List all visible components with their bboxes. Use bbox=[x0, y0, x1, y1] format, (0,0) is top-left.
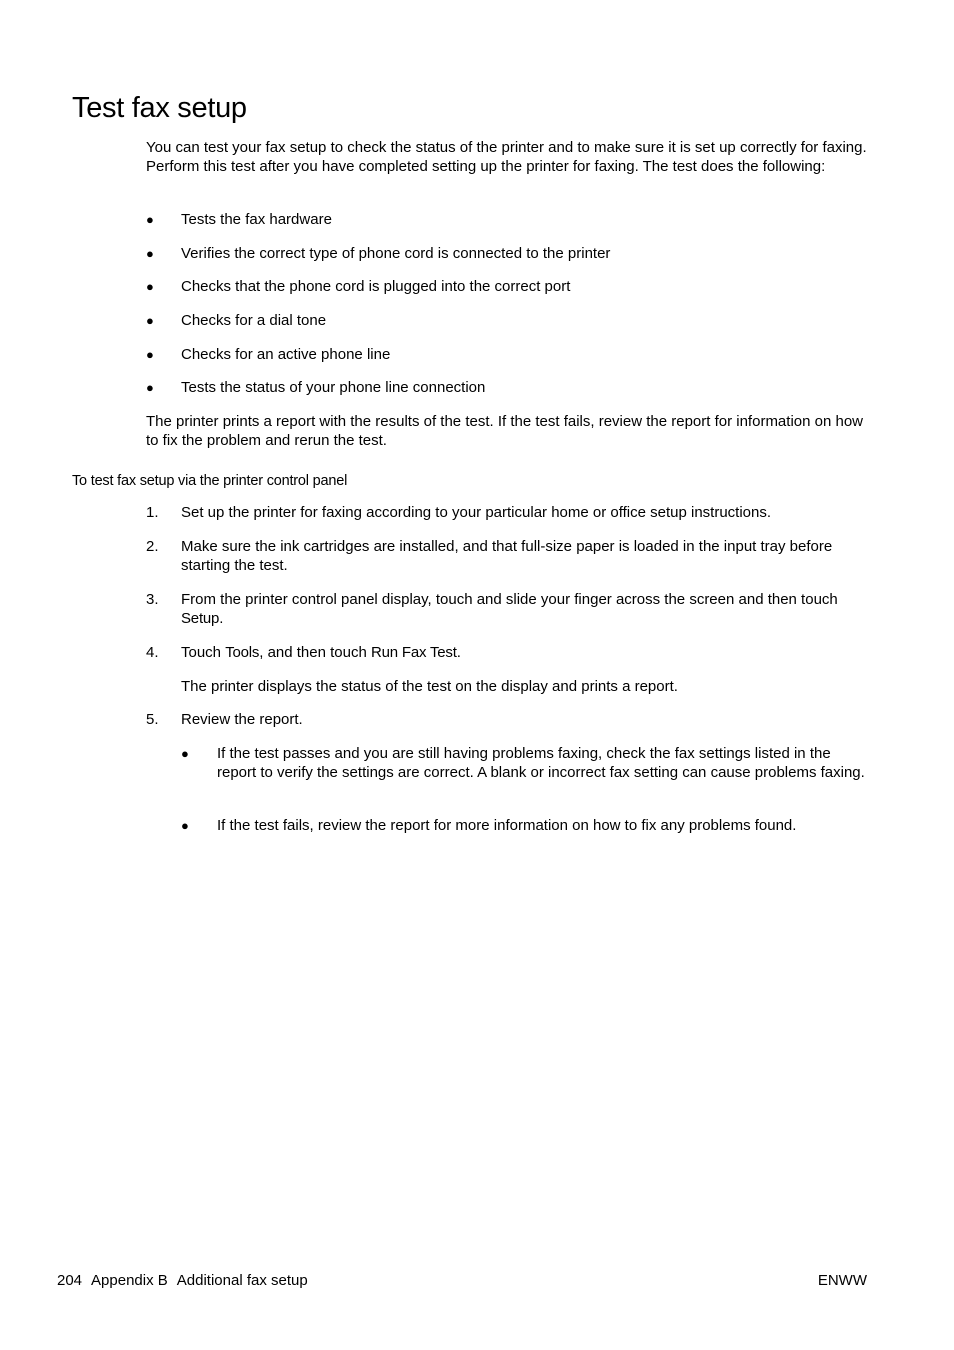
bullet-icon: ● bbox=[181, 818, 189, 833]
step-text-part: From the printer control panel display, touch and slide your finger across the screen and then touch bbox=[181, 591, 838, 608]
list-item-text: Verifies the correct type of phone cord is connected to the printer bbox=[181, 245, 611, 262]
step-note-text: The printer displays the status of the test on the display and prints a report. bbox=[181, 678, 678, 695]
list-item-text: Checks for a dial tone bbox=[181, 312, 327, 329]
step-text-part: . bbox=[456, 644, 461, 661]
tools-term: Tools bbox=[225, 644, 260, 661]
run-fax-test-term: Run Fax Test bbox=[371, 644, 457, 661]
step-text-part: , and then touch bbox=[259, 644, 371, 661]
step-text-part: Touch bbox=[181, 644, 226, 661]
step-text: Set up the printer for faxing according to your particular home or office setup instructions. bbox=[181, 504, 772, 521]
step-number: 3. bbox=[146, 591, 159, 608]
list-item-text: Checks for an active phone line bbox=[181, 346, 391, 363]
bullet-icon: ● bbox=[146, 279, 154, 294]
step-text: Review the report. bbox=[181, 711, 303, 728]
setup-term: Setup bbox=[181, 610, 220, 627]
page-title: Test fax setup bbox=[72, 92, 247, 124]
intro-paragraph: You can test your fax setup to check the status of the printer and to make sure it is set up correctly for faxing. Perform this test after you have completed setting up the printer for faxing. The test does the following: bbox=[146, 139, 867, 175]
bullet-icon: ● bbox=[146, 313, 154, 328]
page-number: 204 bbox=[57, 1272, 83, 1289]
step-number: 4. bbox=[146, 644, 159, 661]
step-text bbox=[181, 643, 868, 662]
list-item-text: Tests the fax hardware bbox=[181, 211, 332, 228]
step-number: 1. bbox=[146, 504, 159, 521]
bullet-icon: ● bbox=[146, 212, 154, 227]
footer-chapter: Additional fax setup bbox=[176, 1272, 308, 1289]
footer-section: Appendix B bbox=[91, 1272, 168, 1289]
page-footer-right: ENWW bbox=[817, 1272, 867, 1289]
report-paragraph: The printer prints a report with the results of the test. If the test fails, review the report for information on how to fix the problem and rerun the test. bbox=[146, 413, 863, 449]
bullet-icon: ● bbox=[181, 746, 189, 761]
list-item-text: Checks that the phone cord is plugged into the correct port bbox=[181, 278, 571, 295]
list-item-text: Tests the status of your phone line connection bbox=[181, 379, 486, 396]
step-text bbox=[181, 590, 868, 628]
bullet-icon: ● bbox=[146, 246, 154, 261]
step-text: Make sure the ink cartridges are installed, and that full-size paper is loaded in the input tray before starting the test. bbox=[181, 538, 833, 574]
step-number: 2. bbox=[146, 538, 159, 555]
page-footer-left bbox=[57, 1271, 308, 1290]
procedure-heading: To test fax setup via the printer control panel bbox=[72, 473, 348, 489]
step-number: 5. bbox=[146, 711, 159, 728]
step-text-part: . bbox=[219, 610, 224, 627]
list-item-text: If the test fails, review the report for more information on how to fix any problems found. bbox=[217, 817, 797, 834]
list-item-text: If the test passes and you are still having problems faxing, check the fax settings listed in the report to verify the settings are correct. A blank or incorrect fax setting can cause problems faxing. bbox=[217, 745, 865, 781]
bullet-icon: ● bbox=[146, 347, 154, 362]
bullet-icon: ● bbox=[146, 380, 154, 395]
